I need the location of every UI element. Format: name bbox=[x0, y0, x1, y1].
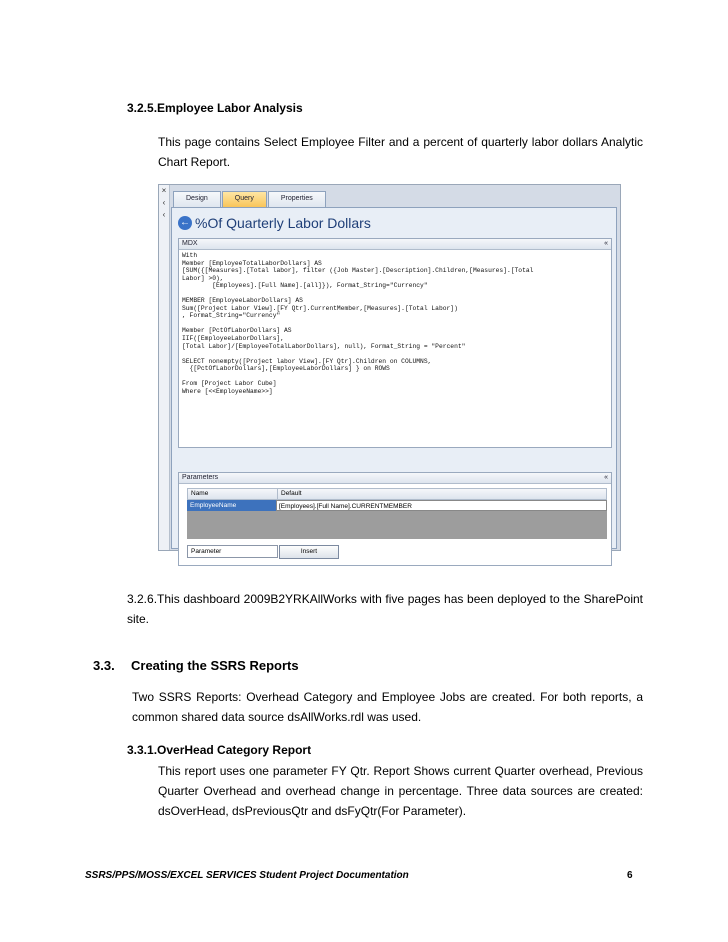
report-designer-screenshot bbox=[158, 184, 621, 555]
parameters-table-header bbox=[187, 488, 607, 500]
section-title: OverHead Category Report bbox=[157, 743, 312, 757]
collapse-icon[interactable]: « bbox=[604, 240, 608, 247]
mdx-label: MDX bbox=[182, 240, 198, 247]
section-number: 3.3.1. bbox=[127, 743, 158, 757]
back-arrow-icon[interactable]: ← bbox=[180, 217, 190, 228]
tab-properties[interactable]: Properties bbox=[268, 191, 326, 207]
table-empty-area bbox=[187, 511, 607, 539]
designer-tabs bbox=[173, 191, 327, 207]
page-footer: SSRS/PPS/MOSS/EXCEL SERVICES Student Project Documentation bbox=[85, 870, 409, 881]
close-icon[interactable]: × bbox=[161, 186, 167, 195]
insert-button[interactable]: Insert bbox=[279, 545, 339, 559]
table-row[interactable] bbox=[187, 500, 607, 511]
mdx-panel bbox=[178, 238, 612, 448]
section-3-3-paragraph: Two SSRS Reports: Overhead Category and Employee Jobs are created. For both reports, a common shared data source dsAllWorks.rdl was used. bbox=[132, 690, 643, 724]
parameters-panel-header bbox=[179, 473, 611, 484]
parameter-name-cell[interactable]: EmployeeName bbox=[187, 500, 276, 511]
parameters-label: Parameters bbox=[182, 474, 219, 481]
parameter-input[interactable]: Parameter bbox=[187, 545, 278, 558]
collapse-icon[interactable]: « bbox=[604, 474, 608, 481]
left-toolbar bbox=[159, 185, 170, 550]
section-3-3-1-heading bbox=[127, 743, 311, 757]
section-3-2-5-paragraph: This page contains Select Employee Filter and a percent of quarterly labor dollars Analytic Chart Report. bbox=[158, 135, 643, 169]
tab-query[interactable]: Query bbox=[222, 191, 267, 207]
parameter-default-cell[interactable]: [Employees].[Full Name].CURRENTMEMBER bbox=[276, 500, 607, 511]
section-title: Employee Labor Analysis bbox=[157, 101, 303, 115]
page-number: 6 bbox=[627, 870, 633, 881]
mdx-panel-header bbox=[179, 239, 611, 250]
parameters-panel bbox=[178, 472, 612, 566]
report-title-row bbox=[178, 212, 371, 234]
column-name-header: Name bbox=[188, 489, 278, 499]
section-3-2-5-heading bbox=[127, 101, 303, 115]
column-default-header: Default bbox=[281, 490, 302, 497]
section-3-3-1-paragraph: This report uses one parameter FY Qtr. Report Shows current Quarter overhead, Previous Quarter Overhead and overhead change in percentage. Three data sources are created: dsOverHead, dsPreviousQtr and dsFyQtr(For Parameter). bbox=[158, 764, 643, 818]
chevron-left-icon[interactable]: ‹ bbox=[162, 198, 166, 207]
query-designer bbox=[171, 207, 617, 555]
section-3-3-heading bbox=[93, 658, 299, 673]
section-number: 3.2.5. bbox=[127, 101, 158, 115]
chevron-left-icon[interactable]: ‹ bbox=[162, 210, 166, 219]
report-title: %Of Quarterly Labor Dollars bbox=[195, 215, 371, 231]
parameters-table bbox=[187, 488, 607, 539]
section-3-2-6-paragraph: This dashboard 2009B2YRKAllWorks with five pages has been deployed to the SharePoint site. bbox=[127, 592, 643, 626]
mdx-query-editor[interactable]: With Member [EmployeeTotalLaborDollars] AS [SUM({[Measures].[Total labor], filter ({Job Master].[Description].Children,[Measures].[Total Labor] >0), [Employees].[Full Name].[all]}), Format_String="Currency" MEMBER [EmployeeLaborDollars] AS Sum([Project Labor View].[FY Qtr].CurrentMember,[Measures].[Total Labor]) , Format_String="Currency" Member [PctOfLaborDollars] AS IIF([EmployeeLaborDollars], [Total Labor]/[EmployeeTotalLaborDollars], null), Format_String = "Percent" SELECT nonempty([Project labor View].[FY Qtr].Children on COLUMNS, {[PctOfLaborDollars],[EmployeeLaborDollars] } on ROWS From [Project Labor Cube] Where [<<EmployeeName>>] bbox=[182, 252, 534, 395]
section-title: Creating the SSRS Reports bbox=[131, 658, 299, 673]
section-number: 3.2.6. bbox=[127, 592, 158, 606]
section-3-2-6 bbox=[127, 589, 643, 629]
tab-design[interactable]: Design bbox=[173, 191, 221, 207]
section-number: 3.3. bbox=[93, 658, 115, 673]
